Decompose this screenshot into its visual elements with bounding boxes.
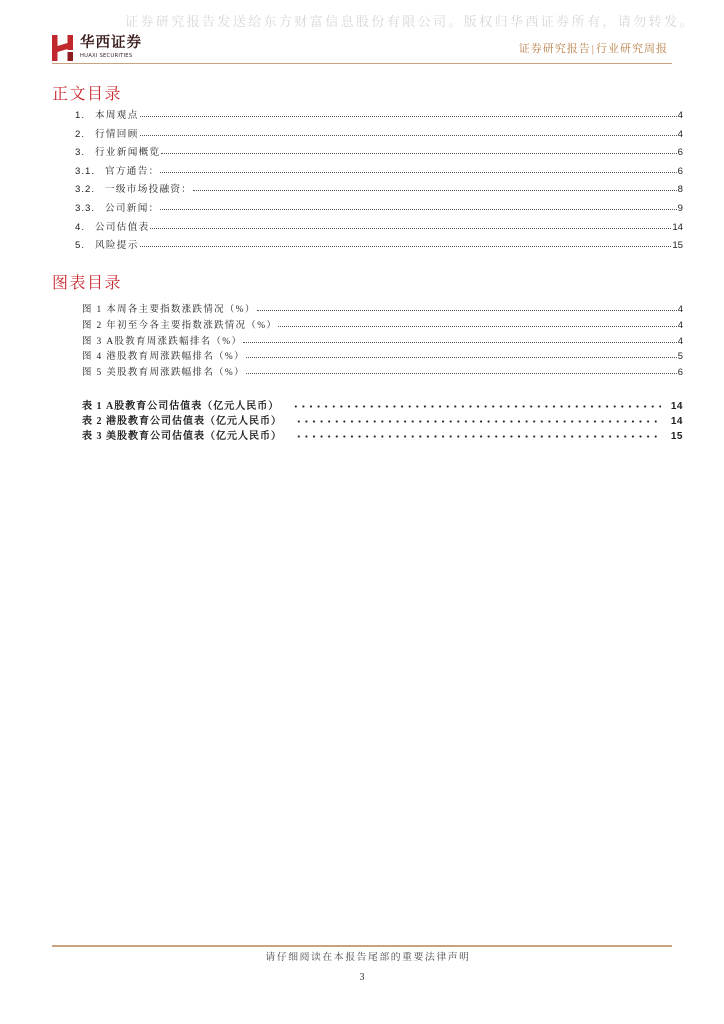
dot-leader <box>160 209 676 210</box>
figure-entry[interactable] <box>82 364 683 380</box>
figure-entry[interactable] <box>82 348 683 364</box>
figure-entry[interactable] <box>82 317 683 333</box>
toc-entry-title: 本周观点 <box>95 110 139 121</box>
toc-entry[interactable] <box>75 107 683 126</box>
dot-leader <box>292 405 661 408</box>
figure-entry-title: 图 3 A股教育周涨跌幅排名（%） <box>82 336 243 347</box>
footer-divider <box>52 945 672 947</box>
logo-company-name: 华西证券 <box>80 35 142 51</box>
figure-entry-page: 6 <box>677 366 683 378</box>
page-number: 3 <box>359 972 365 983</box>
toc-entry-number: 3.1. <box>75 165 96 177</box>
toc-entry-title: 一级市场投融资： <box>105 184 193 196</box>
dot-leader <box>193 190 676 191</box>
figure-entry[interactable] <box>82 333 683 349</box>
figure-entry-page: 5 <box>677 350 683 362</box>
toc-entry-page: 9 <box>677 202 683 214</box>
toc-entry-page: 15 <box>672 240 683 252</box>
table-entry[interactable] <box>82 399 683 414</box>
company-logo <box>52 35 152 61</box>
table-entry[interactable] <box>82 414 683 429</box>
toc-entry-number: 1. <box>75 110 86 121</box>
toc-entry[interactable] <box>75 144 683 163</box>
dot-leader <box>257 310 677 311</box>
toc-entry-number: 4. <box>75 221 86 233</box>
dot-leader <box>140 246 672 247</box>
toc-entry[interactable] <box>75 181 683 200</box>
dot-leader <box>278 326 677 327</box>
figure-entry-title: 图 5 美股教育周涨跌幅排名（%） <box>82 368 245 379</box>
toc-entry-page: 4 <box>677 128 683 140</box>
toc-entry-title: 公司新闻： <box>105 202 160 214</box>
figure-entry-page: 4 <box>677 334 683 346</box>
report-subtype-label: 行业研究周报 <box>596 43 668 55</box>
dot-leader <box>160 172 676 173</box>
watermark-text: 证券研究报告发送给东方财富信息股份有限公司。版权归华西证券所有，请勿转发。 <box>125 14 695 29</box>
report-category <box>519 42 668 56</box>
charts-index-heading: 图表目录 <box>52 275 123 292</box>
figure-entry-page: 4 <box>677 303 683 314</box>
toc-heading: 正文目录 <box>52 86 123 103</box>
dot-leader <box>140 135 677 136</box>
toc-list <box>75 107 683 256</box>
dot-leader <box>246 357 677 358</box>
header-divider <box>52 63 672 64</box>
table-entry-title: 表 2 港股教育公司估值表（亿元人民币） <box>82 416 282 427</box>
table-entry-page: 14 <box>670 416 683 427</box>
table-entry-page: 15 <box>670 431 683 442</box>
dot-leader <box>295 420 661 423</box>
toc-entry[interactable] <box>75 237 683 256</box>
dot-leader <box>150 228 671 229</box>
toc-entry-title: 行情回顾 <box>95 128 139 140</box>
toc-entry-number: 3.3. <box>75 202 96 214</box>
toc-entry-page: 6 <box>677 147 683 159</box>
report-type-label: 证券研究报告 <box>518 43 591 55</box>
figure-entry[interactable] <box>82 301 683 317</box>
toc-entry-title: 行业新闻概览 <box>95 147 161 159</box>
dot-leader <box>295 435 661 438</box>
legal-disclaimer-note: 请仔细阅读在本报告尾部的重要法律声明 <box>265 952 471 963</box>
toc-entry-number: 3. <box>75 147 86 159</box>
figure-list <box>82 301 683 380</box>
toc-entry[interactable] <box>75 200 683 219</box>
toc-entry-page: 4 <box>677 110 683 121</box>
logo-company-name-english: HUAXI SECURITIES <box>80 53 133 59</box>
toc-entry[interactable] <box>75 163 683 182</box>
header-separator: | <box>591 43 595 55</box>
figure-entry-title: 图 1 本周各主要指数涨跌情况（%） <box>82 305 256 315</box>
toc-entry-page: 8 <box>677 184 683 196</box>
toc-entry-page: 6 <box>677 165 683 177</box>
figure-entry-page: 4 <box>677 318 683 330</box>
table-list <box>82 399 683 444</box>
toc-entry-title: 风险提示 <box>95 240 139 252</box>
table-entry-title: 表 3 美股教育公司估值表（亿元人民币） <box>82 431 282 442</box>
huaxi-securities-logo-icon <box>52 35 74 61</box>
table-entry-page: 14 <box>670 401 683 412</box>
toc-entry-page: 14 <box>672 221 683 233</box>
toc-entry-number: 5. <box>75 240 86 252</box>
toc-entry-title: 官方通告： <box>105 165 160 177</box>
dot-leader <box>246 373 677 374</box>
figure-entry-title: 图 4 港股教育周涨跌幅排名（%） <box>82 352 245 363</box>
toc-entry[interactable] <box>75 219 683 238</box>
toc-entry-title: 公司估值表 <box>95 221 150 233</box>
toc-entry-number: 2. <box>75 128 86 140</box>
toc-entry-number: 3.2. <box>75 184 96 196</box>
figure-entry-title: 图 2 年初至今各主要指数涨跌情况（%） <box>82 320 278 331</box>
table-entry[interactable] <box>82 429 683 444</box>
dot-leader <box>161 153 676 154</box>
toc-entry[interactable] <box>75 126 683 145</box>
table-entry-title: 表 1 A股教育公司估值表（亿元人民币） <box>82 401 280 412</box>
dot-leader <box>140 116 677 117</box>
dot-leader <box>243 342 677 343</box>
